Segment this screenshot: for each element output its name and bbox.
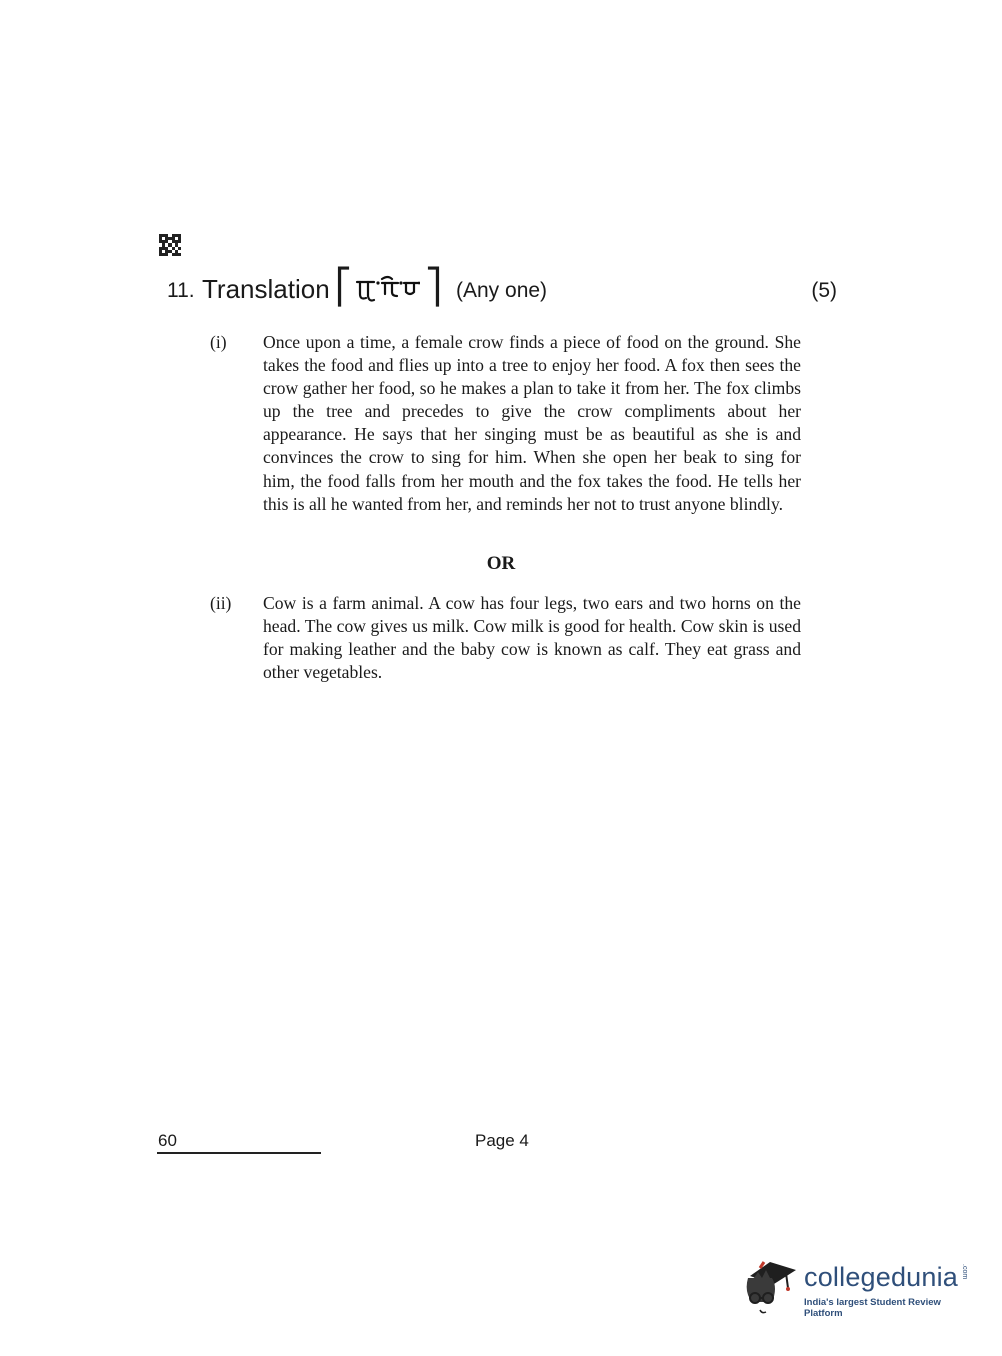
item-text-ii: Cow is a farm animal. A cow has four legs, two ears and two horns on the head. The cow gives us milk. Cow milk is good for health. Cow skin is used for making leather and the baby cow is known as calf. They eat grass and other vegetables. [263,593,801,683]
qr-code-icon [159,234,181,256]
mascot-icon [742,1248,802,1318]
item-text-i: Once upon a time, a female crow finds a piece of food on the ground. She takes the food and flies up into a tree to enjoy her food. A fox then sees the crow gather her food, so he makes a plan to take it from her. The fox climbs up the tree and precedes to give the crow compliments about her appearance. He says that her singing must be as beautiful as she is and convinces the crow to sing for him. When she open her beak to sing for him, the food falls from her mouth and the fox takes the food. He tells her this is all he wanted from her, and reminds her not to trust anyone blindly. [263,332,801,514]
or-separator: OR [486,553,516,574]
question-header [167,267,837,310]
item-label-i: (i) [210,332,227,352]
brand-suffix: .com [961,1264,968,1280]
collegedunia-logo [742,1248,972,1318]
footer-rule [157,1152,321,1154]
bracket-open: ⎡ [335,267,352,307]
question-title: Translation [202,274,330,304]
tibetan-script-label [354,274,420,304]
item-label-ii: (ii) [210,593,232,613]
page-number: Page 4 [475,1131,529,1150]
question-marks: (5) [811,279,837,302]
bracket-close: ⎤ [425,267,442,307]
footer-code: 60 [158,1131,177,1150]
question-number: 11. [167,279,195,302]
question-instruction: (Any one) [456,279,548,302]
brand-name: collegedunia [804,1262,959,1292]
brand-tagline: India's largest Student Review Platform [804,1297,941,1319]
